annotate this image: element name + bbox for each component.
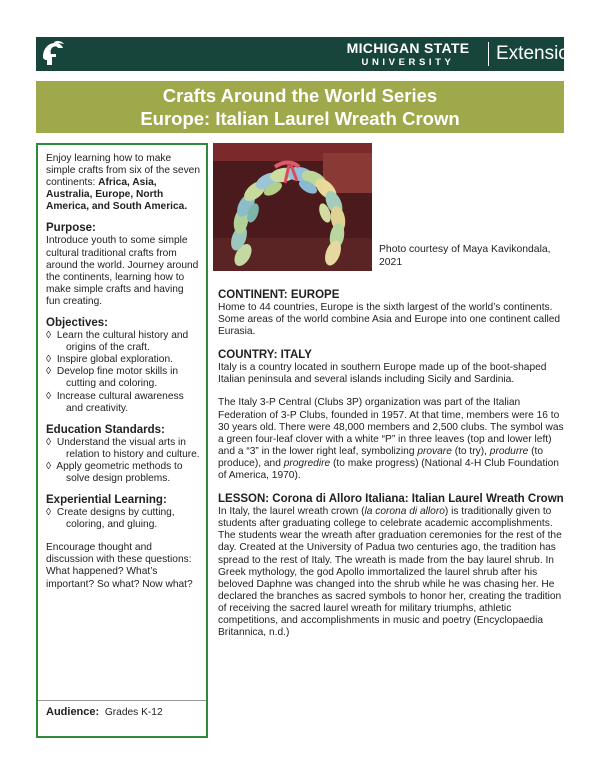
diamond-bullet-icon: ◊ — [46, 390, 52, 402]
diamond-bullet-icon: ◊ — [46, 507, 52, 519]
header-bar — [36, 37, 580, 71]
term-provare: provare — [417, 445, 452, 457]
series-title: Crafts Around the World Series — [162, 85, 438, 106]
standards-list — [46, 437, 200, 485]
audience-label: Audience: — [46, 706, 100, 718]
term-progredire: progredire — [283, 457, 331, 469]
wordmark-divider — [488, 42, 489, 66]
sidebar-box — [36, 143, 208, 738]
purpose-text: Introduce youth to some simple cultural traditional crafts from around the world. Journey around the continents, learning how to make simple crafts and having fun creating. — [46, 235, 199, 307]
purpose-heading: Purpose: — [46, 222, 96, 235]
spartan-helmet-icon — [40, 40, 66, 68]
reflection-questions: What happened? What’s important? So what? Now what? — [46, 566, 193, 590]
diamond-bullet-icon: ◊ — [46, 366, 52, 378]
list-item: ◊ Increase cultural awareness and creativity. — [46, 390, 184, 414]
wreath-photo — [213, 143, 372, 271]
audience-value: Grades K-12 — [104, 707, 163, 718]
objectives-list — [46, 330, 200, 415]
lesson-paragraph: In Italy, the laurel wreath crown (la corona di alloro) is traditionally given to students after graduating college to celebrate academic accomplishments. The students wear the wreath after graduation ceremonies for the rest of the day. Created at the University of Padua two centuries ago, the tradition has spread to the rest of Italy. The wreath is made from the bay laurel shrub. In Greek mythology, the god Apollo immortalized the laurel shrub after his beloved Daphne was changed into the shrub while he was chasing her. He declared the branches as sacred symbols to honor her, creating the tradition of receiving the sacred laurel wreath for military triumphs, athletic competitions, and accomplishments in music and poetry (Encyclopaedia Britannica, n.d.) — [218, 506, 562, 639]
term-produrre: produrre — [489, 445, 529, 457]
list-item: ◊ Understand the visual arts in relation to history and culture. — [46, 436, 200, 460]
standards-heading: Education Standards: — [46, 423, 165, 436]
lesson-heading: LESSON: Corona di Alloro Italiana: Italian Laurel Wreath Crown — [218, 493, 564, 506]
objectives-heading: Objectives: — [46, 317, 108, 330]
intro-paragraph — [46, 153, 200, 213]
term-corona: la corona di alloro — [364, 506, 445, 518]
laurel-wreath-image — [213, 143, 372, 271]
audience-divider — [38, 700, 206, 701]
photo-caption: Photo courtesy of Maya Kavikondala, 2021 — [379, 244, 551, 268]
msu-wordmark — [333, 41, 483, 68]
country-heading: COUNTRY: ITALY — [218, 349, 312, 362]
intro-text: Enjoy learning how to make simple crafts from six of the seven continents: — [46, 153, 200, 189]
msu-name-line2: UNIVERSITY — [361, 57, 455, 68]
list-item: ◊ Learn the cultural history and origins of the craft. — [46, 330, 189, 354]
list-item: ◊ Develop fine motor skills in cutting and coloring. — [46, 366, 179, 390]
extension-wordmark: Extension — [496, 43, 580, 64]
continent-heading: CONTINENT: EUROPE — [218, 289, 340, 301]
diamond-bullet-icon: ◊ — [46, 436, 52, 448]
list-item: ◊ Inspire global exploration. — [46, 354, 173, 366]
audience-row — [46, 706, 163, 718]
list-item: ◊ Create designs by cutting, coloring, and gluing. — [46, 507, 175, 531]
clubs-paragraph: The Italy 3-P Central (Clubs 3P) organization was part of the Italian Federation of 3-P Clubs, founded in 1957. At that time, members were 16 to 30 years old. There were 48,000 members and 2,500 clubs. The symbol was a green four-leaf clover with a white “P” in three leaves (top and lower left) and a “3” in the lower right leaf, symbolizing provare (to try), produrre (to produce), and progredire (to make progress) (National 4-H Club Foundation of America, 1970). — [218, 397, 564, 482]
diamond-bullet-icon: ◊ — [46, 354, 52, 366]
diamond-bullet-icon: ◊ — [46, 460, 52, 472]
diamond-bullet-icon: ◊ — [46, 330, 52, 342]
experiential-heading: Experiential Learning: — [46, 494, 167, 507]
list-item: ◊ Apply geometric methods to solve design problems. — [46, 460, 183, 484]
page-title: Europe: Italian Laurel Wreath Crown — [140, 108, 460, 129]
encourage-text: Encourage thought and discussion with these questions: — [46, 542, 192, 566]
sidebar-content — [46, 153, 200, 591]
title-banner — [36, 81, 564, 133]
main-content — [218, 289, 564, 639]
continent-text: Home to 44 countries, Europe is the sixth largest of the world’s continents. Some areas of the world combine Asia and Europe into one continent called Eurasia. — [218, 302, 561, 338]
msu-name-line1: MICHIGAN STATE — [346, 40, 470, 56]
country-text: Italy is a country located in southern Europe made up of the boot-shaped Italian peninsula and several islands including Sicily and Sardinia. — [218, 362, 547, 386]
intro-continents: Africa, Asia, Australia, Europe, North America, and South America. — [46, 177, 188, 213]
experiential-list — [46, 507, 200, 531]
